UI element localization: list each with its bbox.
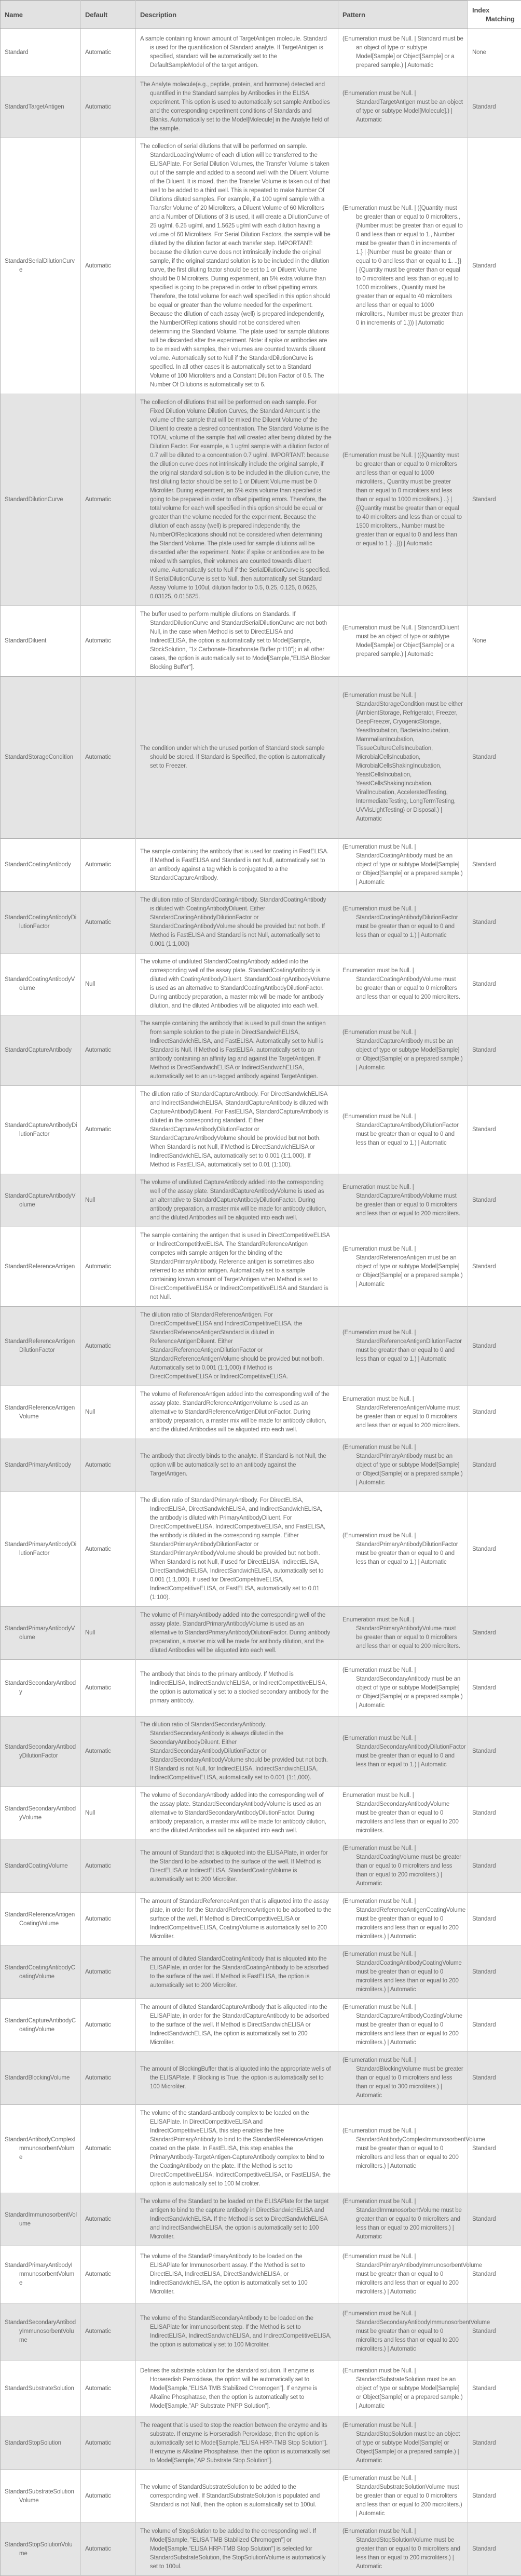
- description-cell: The volume of StopSolution to be added to the corresponding well. If Model[Sample, "ELISA TMB Stabilized Chromogen"] or Model[Sample,"ELISA HRP-TMB Stop Solution"] is selected for StandardSubstrateSolution, the StopSolutionVolume is automatically set to 100ul.: [136, 2523, 338, 2576]
- table-row: [1, 2360, 521, 2417]
- option-name-cell: StandardTargetAntigen: [1, 76, 81, 138]
- default-value-cell: Automatic: [81, 76, 136, 138]
- description-cell: The amount of diluted StandardCoatingAntibody that is aliquoted into the ELISAPlate, in order for the StandardCoatingAntibody to be adsorbed to the surface of the well. If Method is FastELISA, the option is automatically set to 200 Microliter.: [136, 1946, 338, 1999]
- pattern-cell: (Enumeration must be Null. | StandardReferenceAntigenDilutionFactor must be greater than or equal to 0 and less than or equal to 1.) | Automatic: [338, 1307, 468, 1386]
- default-value-cell: Automatic: [81, 29, 136, 76]
- index-matching-cell: Standard: [468, 892, 521, 954]
- pattern-cell: (Enumeration must be Null. | StandardPrimaryAntibodyImmunosorbentVolume must be greater than or equal to 0 microliters and less than or equal to 200 microliters.) | Automatic: [338, 2246, 468, 2303]
- option-name-cell: StandardPrimaryAntibodyVolume: [1, 1607, 81, 1660]
- pattern-cell: (Enumeration must be Null. | StandardReferenceAntigen must be an object of type or subtype Model[Sample] or Object[Sample] or a prepared sample.) | Automatic: [338, 1227, 468, 1307]
- pattern-cell: (Enumeration must be Null. | (({Quantity must be greater than or equal to 0 microliters and less than or equal to 1000 microliters., Quantity must be greater than or equal to 0 microliters and less than or equal to 1000 microliters.} ..} | {{Quantity must be greater than or equal to 40 microliters and less than or equal to 1500 microliters., Number must be greater than or equal to 0 and less than or equal to 1.} ..})) | Automatic: [338, 394, 468, 606]
- index-matching-cell: Standard: [468, 2246, 521, 2303]
- default-value-cell: Automatic: [81, 2246, 136, 2303]
- default-value-cell: Null: [81, 1174, 136, 1227]
- index-matching-cell: None: [468, 29, 521, 76]
- index-matching-cell: Standard: [468, 2303, 521, 2360]
- option-name-cell: StandardPrimaryAntibodyImmunosorbentVolume: [1, 2246, 81, 2303]
- index-matching-cell: Standard: [468, 1174, 521, 1227]
- default-value-cell: Automatic: [81, 1227, 136, 1307]
- description-cell: The condition under which the unused portion of Standard stock sample should be stored. If Standard is Specified, the option is automatically set to Freezer.: [136, 677, 338, 839]
- description-cell: The volume of ReferenceAntigen added into the corresponding well of the assay plate. StandardReferenceAntigenVolume is used as an alternative to StandardReferenceAntigenDilutionFactor. During antibody preparation, a master mix will be made for antibody dilution, and the diluted Antibodies will be aliquoted into each well.: [136, 1386, 338, 1439]
- default-value-cell: Automatic: [81, 1015, 136, 1086]
- pattern-cell: (Enumeration must be Null. | StandardSecondaryAntibody must be an object of type or subtype Model[Sample] or Object[Sample] or a prepared sample.) | Automatic: [338, 1660, 468, 1716]
- index-matching-cell: Standard: [468, 1716, 521, 1787]
- pattern-cell: (Enumeration must be Null. | StandardStorageCondition must be either {AmbientStorage, Refrigerator, Freezer, DeepFreezer, CryogenicStorage, YeastIncubation, BacteriaIncubation, MammalianIncubation, TissueCultureCellsIncubation, MicrobialCellsIncubation, MicrobialCellsShakingIncubation, YeastCellsIncubation, YeastCellsShakingIncubation, ViralIncubation, AcceleratedTesting, IntermediateTesting, LongTermTesting, UVVisLightTesting} or Disposal.) | Automatic: [338, 677, 468, 839]
- default-value-cell: Automatic: [81, 2303, 136, 2360]
- description-cell: The sample containing the antibody that is used to pull down the antigen from sample solution to the plate in DirectSandwichELISA, IndirectSandwichELISA, and FastELISA. Automatically set to Null is Standard is Null. If Method is FastELISA, automatically set to an antibody containing an affinity tag and against the TargetAntigen. If Method is DirectSandwichELISA or IndirectSandwichELISA, automatically set to an un-tagged antibody against TargetAntigen.: [136, 1015, 338, 1086]
- table-row: [1, 1227, 521, 1307]
- default-value-cell: Automatic: [81, 2470, 136, 2523]
- description-cell: A sample containing known amount of TargetAntigen molecule. Standard is used for the quantification of Standard analyte. If TargetAntigen is specified, standard will be automatically set to the DefaultSampleModel of the target antigen.: [136, 29, 338, 76]
- index-matching-cell: Standard: [468, 394, 521, 606]
- default-value-cell: Automatic: [81, 1999, 136, 2052]
- index-matching-cell: Standard: [468, 2470, 521, 2523]
- index-matching-cell: Standard: [468, 839, 521, 892]
- option-name-cell: StandardCoatingAntibody: [1, 839, 81, 892]
- description-cell: The amount of diluted StandardCaptureAntibody that is aliquoted into the ELISAPlate, in order for the StandardCaptureAntibody to be adsorbed to the surface of the well. If Method is DirectSandwichELISA or IndirectSandwichELISA, the option is automatically set to 200 Microliter.: [136, 1999, 338, 2052]
- column-header-index_matching: Index Matching: [468, 1, 521, 29]
- description-cell: The volume of StandardSubstrateSolution to be added to the corresponding well. If StandardSubstrateSolution is populated and Standard is not Null, then the option is automatically set to 100ul.: [136, 2470, 338, 2523]
- option-name-cell: StandardCaptureAntibodyCoatingVolume: [1, 1999, 81, 2052]
- pattern-cell: (Enumeration must be Null. | StandardCoatingAntibodyDilutionFactor must be greater than or equal to 0 and less than or equal to 1.) | Automatic: [338, 892, 468, 954]
- pattern-cell: Enumeration must be Null. | StandardPrimaryAntibodyVolume must be greater than or equal to 0 microliters and less than or equal to 200 microliters.: [338, 1607, 468, 1660]
- table-row: [1, 1386, 521, 1439]
- option-name-cell: StandardImmunosorbentVolume: [1, 2193, 81, 2246]
- column-header-default: Default: [81, 1, 136, 29]
- description-cell: The dilution ratio of StandardReferenceAntigen. For DirectCompetitiveELISA and IndirectCompetitiveELISA, the StandardReferenceAntigenStandard is diluted in ReferenceAntigenDiluent. Either StandardReferenceAntigenDilutionFactor or StandardReferenceAntigenVolume should be provided but not both. Automatically set to 0.001 (1:1,000) if Method is DirectCompetitiveELISA or IndirectCompetitiveELISA.: [136, 1307, 338, 1386]
- table-row: [1, 2052, 521, 2105]
- default-value-cell: Automatic: [81, 892, 136, 954]
- default-value-cell: Automatic: [81, 2417, 136, 2470]
- index-matching-cell: Standard: [468, 1999, 521, 2052]
- pattern-cell: Enumeration must be Null. | StandardReferenceAntigenVolume must be greater than or equal to 0 microliters and less than or equal to 200 microliters.: [338, 1386, 468, 1439]
- default-value-cell: Automatic: [81, 2193, 136, 2246]
- description-cell: The buffer used to perform multiple dilutions on Standards. If StandardDilutionCurve and StandardSerialDilutionCurve are not both Null, in the case when Method is set to DirectELISA and IndirectELISA, the option is automatically set to Model[Sample, StockSolution, "1x Carbonate-Bicarbonate Buffer pH10"]; in all other cases, the option is automatically set to Model[Sample,"ELISA Blocker Blocking Buffer"].: [136, 606, 338, 677]
- option-name-cell: StandardReferenceAntigenCoatingVolume: [1, 1893, 81, 1946]
- table-row: [1, 138, 521, 394]
- option-name-cell: Standard: [1, 29, 81, 76]
- description-cell: The dilution ratio of StandardPrimaryAntibody. For DirectELISA, IndirectELISA, DirectSandwichELISA, and IndirectSandwichELISA, the antibody is diluted with PrimaryAntibodyDiluent. For DirectCompetitiveELISA, IndirectCompetitiveELISA, and FastELISA, the antibody is diluted in the corresponding sample. Either StandardPrimaryAntibodyDilutionFactor or StandardPrimaryAntibodyVolume should be provided but not both. When Standard is not Null, if used for DirectELISA, IndirectELISA, DirectSandwichELISA, IndirectSandwichELISA, automatically set to 0.001 (1:1,000). If used for DirectCompetitiveELISA, IndirectCompetitiveELISA, or FastELISA, automatically set to 0.01 (1:100).: [136, 1492, 338, 1607]
- option-name-cell: StandardSubstrateSolutionVolume: [1, 2470, 81, 2523]
- table-row: [1, 606, 521, 677]
- pattern-cell: (Enumeration must be Null. | StandardCaptureAntibody must be an object of type or subtype Model[Sample] or Object[Sample] or a prepared sample.) | Automatic: [338, 1015, 468, 1086]
- index-matching-cell: Standard: [468, 1492, 521, 1607]
- table-row: [1, 2193, 521, 2246]
- option-name-cell: StandardCaptureAntibodyVolume: [1, 1174, 81, 1227]
- description-cell: The antibody that directly binds to the analyte. If Standard is not Null, the option will be automatically set to an antibody against the TargetAntigen.: [136, 1439, 338, 1492]
- pattern-cell: (Enumeration must be Null. | StandardStopSolution must be an object of type or subtype Model[Sample] or Object[Sample] or a prepared sample.) | Automatic: [338, 2417, 468, 2470]
- index-matching-cell: Standard: [468, 1086, 521, 1174]
- table-row: [1, 2417, 521, 2470]
- table-row: [1, 1999, 521, 2052]
- pattern-cell: (Enumeration must be Null. | StandardCoatingAntibodyCoatingVolume must be greater than or equal to 0 microliters and less than or equal to 200 microliters.) | Automatic: [338, 1946, 468, 1999]
- table-row: [1, 1840, 521, 1893]
- pattern-cell: (Enumeration must be Null. | StandardPrimaryAntibody must be an object of type or subtype Model[Sample] or Object[Sample] or a prepared sample.) | Automatic: [338, 1439, 468, 1492]
- default-value-cell: Automatic: [81, 394, 136, 606]
- pattern-cell: (Enumeration must be Null. | StandardAntibodyComplexImmunosorbentVolume must be greater than or equal to 0 microliters and less than or equal to 200 microliters.) | Automatic: [338, 2105, 468, 2193]
- index-matching-cell: Standard: [468, 1227, 521, 1307]
- pattern-cell: (Enumeration must be Null. | StandardBlockingVolume must be greater than or equal to 0 microliters and less than or equal to 300 microliters.) | Automatic: [338, 2052, 468, 2105]
- index-matching-cell: Standard: [468, 2105, 521, 2193]
- option-name-cell: StandardCoatingAntibodyCoatingVolume: [1, 1946, 81, 1999]
- description-cell: Defines the substrate solution for the standard solution. If enzyme is Horseredish Peroxidase, the option will be automatically set to Model[Sample,"ELISA TMB Stabilized Chromogen"]. If enzyme is Alkaline Phosphatase, then the option is automatically set to Model[Sample,"AP Substrate PNPP Solution"].: [136, 2360, 338, 2417]
- pattern-cell: (Enumeration must be Null. | ({Quantity must be greater than or equal to 0 microliters., {Number must be greater than or equal to 0 and less than or equal to 1., Number must be greater than 0 in increments of 1.} | {Number must be greater than or equal to 0 and less than or equal to 1. ..}} | {Quantity must be greater than or equal to 0 microliters and less than or equal to 1000 microliters., Quantity must be greater than or equal to 40 microliters and less than or equal to 1000 microliters., Number must be greater than 0 in increments of 1.})) | Automatic: [338, 138, 468, 394]
- default-value-cell: Automatic: [81, 1893, 136, 1946]
- default-value-cell: Automatic: [81, 2523, 136, 2576]
- default-value-cell: Automatic: [81, 1840, 136, 1893]
- option-name-cell: StandardSecondaryAntibody: [1, 1660, 81, 1716]
- description-cell: The dilution ratio of StandardCaptureAntibody. For DirectSandwichELISA and IndirectSandwichELISA, StandardCaptureAntibody is diluted with CaptureAntibodyDiluent. For FastELISA, StandardCaptureAntibody is diluted in the corresponding standard. Either StandardCaptureAntibodyDilutionFactor or StandardCaptureAntibodyVolume should be provided but not both. When Standard is not Null, if Method is DirectSandwichELISA or IndirectSandwichELISA, automatically set to 0.001 (1:1,000). If Method is FastELISA, automatically set to 0.01 (1:100).: [136, 1086, 338, 1174]
- table-row: [1, 1607, 521, 1660]
- table-row: [1, 1086, 521, 1174]
- index-matching-cell: Standard: [468, 1893, 521, 1946]
- option-name-cell: StandardSerialDilutionCurve: [1, 138, 81, 394]
- default-value-cell: Automatic: [81, 2105, 136, 2193]
- pattern-cell: (Enumeration must be Null. | StandardCoatingVolume must be greater than or equal to 0 microliters and less than or equal to 200 microliters.) | Automatic: [338, 1840, 468, 1893]
- table-row: [1, 677, 521, 839]
- pattern-cell: Enumeration must be Null. | StandardSecondaryAntibodyVolume must be greater than or equal to 0 microliters and less than or equal to 200 microliters.: [338, 1787, 468, 1840]
- option-name-cell: StandardCoatingAntibodyDilutionFactor: [1, 892, 81, 954]
- default-value-cell: Automatic: [81, 1660, 136, 1716]
- default-value-cell: Automatic: [81, 2052, 136, 2105]
- description-cell: The volume of the StandardSecondaryAntibody to be loaded on the ELISAPlate for immunosorbent step. If the Method is set to IndirectELISA, IndirectSandwichELISA, and IndirectCompetitiveELISA, the option is automatically set to 100 Microliter.: [136, 2303, 338, 2360]
- table-row: [1, 1015, 521, 1086]
- index-matching-cell: Standard: [468, 76, 521, 138]
- default-value-cell: Automatic: [81, 1716, 136, 1787]
- pattern-cell: (Enumeration must be Null. | StandardCoatingAntibody must be an object of type or subtype Model[Sample] or Object[Sample] or a prepared sample.) | Automatic: [338, 839, 468, 892]
- table-row: [1, 1716, 521, 1787]
- table-row: [1, 2105, 521, 2193]
- default-value-cell: Automatic: [81, 138, 136, 394]
- index-matching-cell: Standard: [468, 138, 521, 394]
- description-cell: The amount of StandardReferenceAntigen that is aliquoted into the assay plate, in order for the StandardReferenceAntigen to be adsorbed to the surface of the well. If Method is DirectCompetitiveELISA or IndirectCompetitiveELISA, CoatingVolume is automatically set to 200 Microliter.: [136, 1893, 338, 1946]
- default-value-cell: Automatic: [81, 677, 136, 839]
- index-matching-cell: Standard: [468, 1660, 521, 1716]
- pattern-cell: (Enumeration must be Null. | StandardCaptureAntibodyDilutionFactor must be greater than or equal to 0 and less than or equal to 1.) | Automatic: [338, 1086, 468, 1174]
- option-name-cell: StandardPrimaryAntibody: [1, 1439, 81, 1492]
- index-matching-cell: Standard: [468, 1439, 521, 1492]
- pattern-cell: (Enumeration must be Null. | StandardImmunosorbentVolume must be greater than or equal to 0 microliters and less than or equal to 200 microliters.) | Automatic: [338, 2193, 468, 2246]
- table-row: [1, 2470, 521, 2523]
- option-name-cell: StandardStopSolutionVolume: [1, 2523, 81, 2576]
- index-matching-cell: Standard: [468, 1787, 521, 1840]
- pattern-cell: (Enumeration must be Null. | StandardStopSolutionVolume must be greater than or equal to 0 microliters and less than or equal to 200 microliters.) | Automatic: [338, 2523, 468, 2576]
- table-row: [1, 394, 521, 606]
- option-name-cell: StandardDiluent: [1, 606, 81, 677]
- option-name-cell: StandardAntibodyComplexImmunosorbentVolume: [1, 2105, 81, 2193]
- table-row: [1, 1893, 521, 1946]
- default-value-cell: Automatic: [81, 1492, 136, 1607]
- description-cell: The dilution ratio of StandardSecondaryAntibody. StandardSecondaryAntibody is always diluted in the SecondaryAntibodyDiluent. Either StandardSecondaryAntibodyDilutionFactor or StandardSecondaryAntibodyVolume should be provided but not both. If Standard is not Null, for IndirectELISA, IndirectSandwichELISA, IndirectCompetitiveELISA, automatically set to 0.001 (1:1,000).: [136, 1716, 338, 1787]
- description-cell: The dilution ratio of StandardCoatingAntibody. StandardCoatingAntibody is diluted with CoatingAntibodyDiluent. Either StandardCoatingAntibodyDilutionFactor or StandardCoatingAntibodyVolume should be provided but not both. If Method is FastELISA and Standard is not Null, automatically set to 0.001 (1:1,000): [136, 892, 338, 954]
- pattern-cell: (Enumeration must be Null. | StandardSecondaryAntibodyImmunosorbentVolume must be greater than or equal to 0 microliters and less than or equal to 200 microliters.) | Automatic: [338, 2303, 468, 2360]
- default-value-cell: Null: [81, 954, 136, 1015]
- pattern-cell: (Enumeration must be Null. | StandardPrimaryAntibodyDilutionFactor must be greater than or equal to 0 and less than or equal to 1.) | Automatic: [338, 1492, 468, 1607]
- pattern-cell: (Enumeration must be Null. | StandardSubstrateSolution must be an object of type or subtype Model[Sample] or Object[Sample] or a prepared sample.) | Automatic: [338, 2360, 468, 2417]
- table-row: [1, 1660, 521, 1716]
- table-row: [1, 839, 521, 892]
- option-name-cell: StandardCaptureAntibody: [1, 1015, 81, 1086]
- index-matching-cell: Standard: [468, 1840, 521, 1893]
- description-cell: The reagent that is used to stop the reaction between the enzyme and its substrate. If enzyme is Horseradish Peroxidase, then the option is automatically set to Model[Sample,"ELISA HRP-TMB Stop Solution"]. If enzyme is Alkaline Phosphatase, then the option is automatically set to Model[Sample,"AP Substrate Stop Solution"].: [136, 2417, 338, 2470]
- index-matching-cell: Standard: [468, 2360, 521, 2417]
- table-row: [1, 1307, 521, 1386]
- table-body: [1, 29, 521, 2576]
- default-value-cell: Automatic: [81, 1086, 136, 1174]
- option-name-cell: StandardSecondaryAntibodyDilutionFactor: [1, 1716, 81, 1787]
- option-name-cell: StandardSecondaryAntibodyImmunosorbentVolume: [1, 2303, 81, 2360]
- index-matching-cell: Standard: [468, 2523, 521, 2576]
- option-name-cell: StandardSecondaryAntibodyVolume: [1, 1787, 81, 1840]
- description-cell: The Analyte molecule(e.g., peptide, protein, and hormone) detected and quantified in the Standard samples by Antibodies in the ELISA experiment. This option is used to automatically set sample Antibodies and the corresponding experiment conditions of Standards and Blanks. Automatically set to the Model[Molecule] in the Analyte field of the sample.: [136, 76, 338, 138]
- description-cell: The collection of dilutions that will be performed on each sample. For Fixed Dilution Volume Dilution Curves, the Standard Amount is the volume of the sample that will be mixed the Diluent Volume of the Diluent to create a desired concentration. The Standard Volume is the TOTAL volume of the sample that will created after being diluted by the Dilution Factor. For example, a 1 ug/ml sample with a dilution factor of 0.7 will be diluted to a concentration 0.7 ug/ml. IMPORTANT: because the dilution curve does not intrinsically include the original sample, if the original standard solution is to be included in the dilution curve, the first diluting factor should be set to 1 or Diluent Volume must be 0 Microliter. During experiment, an 5% extra volume than specified is going to be prepared in order to offset pipetting errors. Therefore, the total volume for each well specified in this option should be equal or greater than the volume needed for the experiment. Because the dilution of each assay (well) is prepared independently, the NumberOfReplications should not be considered when determining the Standard Volume. The plate used for sample dilutions will be discarded after the experiment. Note: if spike or antibodies are to be mixed with samples, their volumes are counted towards diluent volume. Automatically set to Null if the SerialDilutionCurve is specified. If SerialDilutionCurve is set to Null, then automatically set Standard Assay Volume to 100ul, dilution factor to 0.5, 0.25, 0.125, 0.0625, 0.03125, 0.015625.: [136, 394, 338, 606]
- option-name-cell: StandardReferenceAntigenDilutionFactor: [1, 1307, 81, 1386]
- option-name-cell: StandardBlockingVolume: [1, 2052, 81, 2105]
- option-name-cell: StandardSubstrateSolution: [1, 2360, 81, 2417]
- table-row: [1, 2523, 521, 2576]
- table-row: [1, 1439, 521, 1492]
- table-row: [1, 2303, 521, 2360]
- option-name-cell: StandardCaptureAntibodyDilutionFactor: [1, 1086, 81, 1174]
- pattern-cell: Enumeration must be Null. | StandardCaptureAntibodyVolume must be greater than or equal to 0 microliters and less than or equal to 200 microliters.: [338, 1174, 468, 1227]
- description-cell: The volume of PrimaryAntibody added into the corresponding well of the assay plate. StandardPrimaryAntibodyVolume is used as an alternative to StandardPrimaryAntibodyDilutionFactor. During antibody preparation, a master mix will be made for antibody dilution, and the diluted Antibodies will be aliquoted into each well.: [136, 1607, 338, 1660]
- pattern-cell: (Enumeration must be Null. | StandardDiluent must be an object of type or subtype Model[Sample] or Object[Sample] or a prepared sample.) | Automatic: [338, 606, 468, 677]
- default-value-cell: Null: [81, 1386, 136, 1439]
- default-value-cell: Null: [81, 1607, 136, 1660]
- index-matching-cell: Standard: [468, 677, 521, 839]
- index-matching-cell: Standard: [468, 2193, 521, 2246]
- pattern-cell: (Enumeration must be Null. | StandardSubstrateSolutionVolume must be greater than or equal to 0 microliters and less than or equal to 200 microliters.) | Automatic: [338, 2470, 468, 2523]
- index-matching-cell: Standard: [468, 1607, 521, 1660]
- index-matching-cell: Standard: [468, 954, 521, 1015]
- header-row: [1, 1, 521, 29]
- description-cell: The volume of the standard-antibody complex to be loaded on the ELISAPlate. In DirectCompetitiveELISA and IndirectCompetitiveELISA, this step enables the free StandardPrimaryAntibody to bind to the StandardReferenceAntigen coated on the plate. In FastELISA, this step enables the PrimaryAntibody-TargetAntigen-CaptureAntibody complex to bind to the CoatingAntibody on the plate. If the Method is set to DirectCompetitiveELISA, IndirectCompetitiveELISA, or FastELISA, the option is automatically set to 100 Microliter.: [136, 2105, 338, 2193]
- default-value-cell: Null: [81, 1787, 136, 1840]
- table-row: [1, 1946, 521, 1999]
- description-cell: The amount of Standard that is aliquoted into the ELISAPlate, in order for the Standard to be adsorbed to the surface of the well. If Method is DirectELISA or IndirectELISA, StandardCoatingVolume is automatically set to 200 Microliter.: [136, 1840, 338, 1893]
- table-row: [1, 1492, 521, 1607]
- pattern-cell: (Enumeration must be Null. | Standard must be an object of type or subtype Model[Sample] or Object[Sample] or a prepared sample.) | Automatic: [338, 29, 468, 76]
- description-cell: The volume of the StandarPrimaryAntibody to be loaded on the ELISAPlate for Immunosorbent assay. If the Method is set to DirectELISA, IndirectELISA, DirectSandwichELISA, or IndirectSandwichELISA, the option is automatically set to 100 Microliter.: [136, 2246, 338, 2303]
- table-row: [1, 29, 521, 76]
- option-name-cell: StandardDilutionCurve: [1, 394, 81, 606]
- pattern-cell: (Enumeration must be Null. | StandardTargetAntigen must be an object of type or subtype Model[Molecule].) | Automatic: [338, 76, 468, 138]
- column-header-description: Description: [136, 1, 338, 29]
- index-matching-cell: Standard: [468, 1307, 521, 1386]
- description-cell: The volume of the Standard to be loaded on the ELISAPlate for the target antigen to bind to the capture antibody in DirectSandwichELISA and IndirectSandwichELISA. If the Method is set to DirectSandwichELISA and IndirectSandwichELISA, the option is automatically set to 100 Microliter.: [136, 2193, 338, 2246]
- description-cell: The volume of SecondaryAntibody added into the corresponding well of the assay plate. StandardSecondaryAntibodyVolume is used as an alternative to StandardSecondaryAntibodyDilutionFactor. During antibody preparation, a master mix will be made for antibody dilution, and the diluted Antibodies will be aliquoted into each well.: [136, 1787, 338, 1840]
- index-matching-cell: Standard: [468, 1386, 521, 1439]
- description-cell: The volume of undiluted CaptureAntibody added into the corresponding well of the assay plate. StandardCaptureAntibodyVolume is used as an alternative to StandardCaptureAntibodyDilutionFactor. During antibody preparation, a master mix will be made for antibody dilution, and the diluted Antibodies will be aliquoted into each well.: [136, 1174, 338, 1227]
- default-value-cell: Automatic: [81, 1439, 136, 1492]
- table-row: [1, 1787, 521, 1840]
- pattern-cell: (Enumeration must be Null. | StandardCaptureAntibodyCoatingVolume must be greater than or equal to 0 microliters and less than or equal to 200 microliters.) | Automatic: [338, 1999, 468, 2052]
- table-row: [1, 76, 521, 138]
- index-matching-cell: Standard: [468, 1015, 521, 1086]
- option-name-cell: StandardCoatingAntibodyVolume: [1, 954, 81, 1015]
- description-cell: The volume of undiluted StandardCoatingAntibody added into the corresponding well of the assay plate. StandardCoatingAntibody is diluted with CoatingAntibodyDiluent. StandardCoatingAntibodyVolume is used as an alternative to StandardCoatingAntibodyDilutionFactor. During antibody preparation, a master mix will be made for antibody dilution, and the diluted Antibodies will be aliquoted into each well.: [136, 954, 338, 1015]
- pattern-cell: Enumeration must be Null. | StandardCoatingAntibodyVolume must be greater than or equal to 0 microliters and less than or equal to 200 microliters.: [338, 954, 468, 1015]
- pattern-cell: (Enumeration must be Null. | StandardSecondaryAntibodyDilutionFactor must be greater than or equal to 0 and less than or equal to 1.) | Automatic: [338, 1716, 468, 1787]
- option-name-cell: StandardStopSolution: [1, 2417, 81, 2470]
- option-name-cell: StandardCoatingVolume: [1, 1840, 81, 1893]
- index-matching-cell: None: [468, 606, 521, 677]
- description-cell: The sample containing the antibody that is used for coating in FastELISA. If Method is FastELISA and Standard is not Null, automatically set to an antibody against a tag which is conjugated to a the StandardCaptureAntibody.: [136, 839, 338, 892]
- description-cell: The amount of BlockingBuffer that is aliquoted into the appropriate wells of the ELISAPlate. If Blocking is True, the option is automatically set to 100 Microliter.: [136, 2052, 338, 2105]
- option-name-cell: StandardReferenceAntigenVolume: [1, 1386, 81, 1439]
- default-value-cell: Automatic: [81, 1946, 136, 1999]
- table-row: [1, 954, 521, 1015]
- default-value-cell: Automatic: [81, 1307, 136, 1386]
- default-value-cell: Automatic: [81, 2360, 136, 2417]
- option-name-cell: StandardReferenceAntigen: [1, 1227, 81, 1307]
- option-name-cell: StandardStorageCondition: [1, 677, 81, 839]
- column-header-name: Name: [1, 1, 81, 29]
- table-row: [1, 892, 521, 954]
- index-matching-cell: Standard: [468, 1946, 521, 1999]
- table-row: [1, 1174, 521, 1227]
- description-cell: The sample containing the antigen that is used in DirectCompetitiveELISA or IndirectCompetitiveELISA. The StandardReferenceAntigen competes with sample antigen for the binding of the StandardPrimaryAntibody. Reference antigen is sometimes also referred to as inhibitor antigen. Automatically set to a sample containing known amount of TargetAntigen when Method is set to DirectCompetitiveELISA or IndirectCompetitiveELISA and Standard is not Null.: [136, 1227, 338, 1307]
- description-cell: The collection of serial dilutions that will be performed on sample. StandardLoadingVolume of each dilution will be transferred to the ELISAPlate. For Serial Dilution Volumes, the Transfer Volume is taken out of the sample and added to a second well with the Diluent Volume of the Diluent. It is mixed, then the Transfer Volume is taken out of that well to be added to a third well. This is repeated to make Number Of Dilutions diluted samples. For example, if a 100 ug/ml sample with a Transfer Volume of 20 Microliters, a Diluent Volume of 60 Microliters and a Number of Dilutions of 3 is used, it will create a DilutionCurve of 25 ug/ml, 6.25 ug/ml, and 1.5625 ug/ml with each dilution having a volume of 60 Microliters. For Serial Dilution Factors, the sample will be diluted by the dilution factor at each transfer step. IMPORTANT: because the dilution curve does not intrinsically include the original sample, if the original standard solution is to be included in the dilution curve, the first diluting factor should be set to 1 or Diluent Volume should be 0 Microliters. During experiment, an 5% extra volume than specified is going to be prepared in order to offset pipetting errors. Therefore, the total volume for each well specified in this option should be equal or greater than the volume needed for the experiment. Because the dilution of each assay (well) is prepared independently, the NumberOfReplications should not be considered when determining the Standard Volume. The plate used for sample dilutions will be discarded after the experiment. Note: if spike or antibodies are to be mixed with samples, their volumes are counted towards diluent volume. Automatically set to Null if the StandardDilutionCurve is specified. In all other cases it is automatically set to a Standard Volume of 100 Microliters and a Constant Dilution Factor of 0.5. The Number Of Dilutions is automatically set to 6.: [136, 138, 338, 394]
- index-matching-cell: Standard: [468, 2417, 521, 2470]
- option-name-cell: StandardPrimaryAntibodyDilutionFactor: [1, 1492, 81, 1607]
- index-matching-cell: Standard: [468, 2052, 521, 2105]
- pattern-cell: (Enumeration must be Null. | StandardReferenceAntigenCoatingVolume must be greater than or equal to 0 microliters and less than or equal to 200 microliters.) | Automatic: [338, 1893, 468, 1946]
- default-value-cell: Automatic: [81, 839, 136, 892]
- description-cell: The antibody that binds to the primary antibody. If Method is IndirectELISA, IndirectSandwichELISA, or IndirectCompetitiveELISA, the option is automatically set to a stocked secondary antibody for the primary antibody.: [136, 1660, 338, 1716]
- default-value-cell: Automatic: [81, 606, 136, 677]
- column-header-pattern: Pattern: [338, 1, 468, 29]
